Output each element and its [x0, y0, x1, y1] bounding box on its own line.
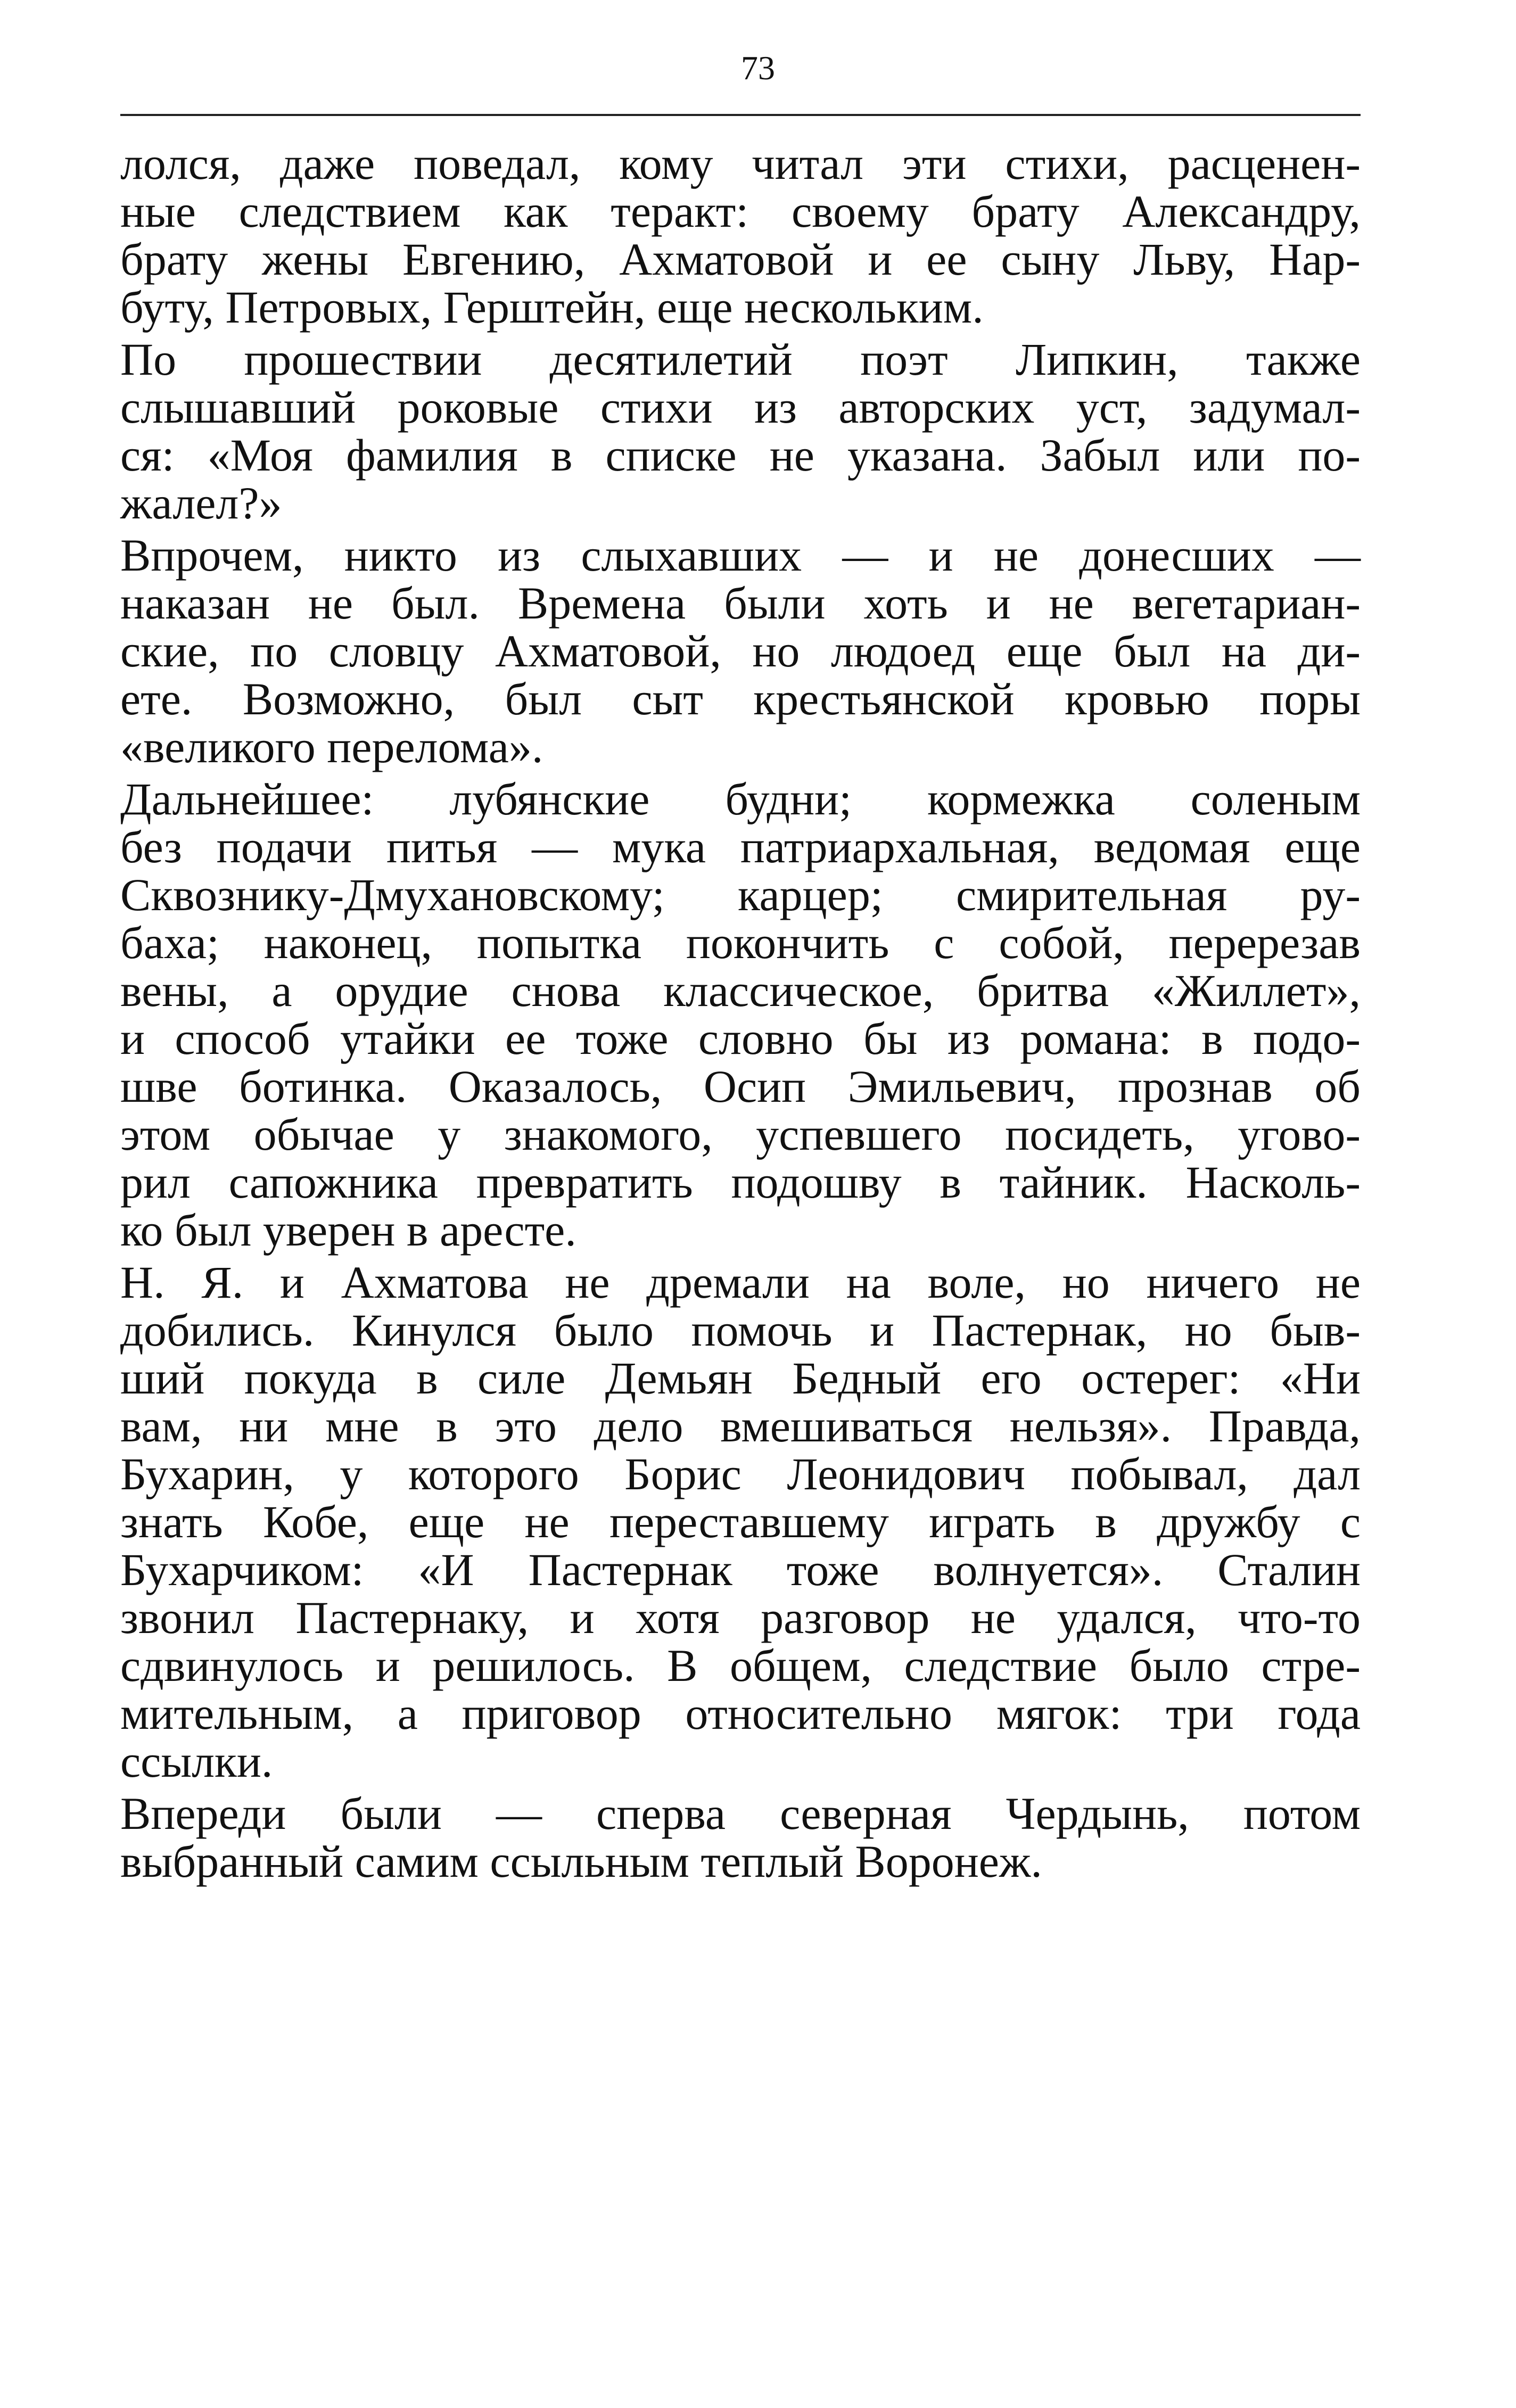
body-text: [120, 139, 1361, 1890]
text-line: По прошествии десятилетий поэт Липкин, также: [120, 334, 1361, 385]
text-line: ные следствием как теракт: своему брату Александру,: [120, 186, 1361, 237]
text-line: наказан не был. Времена были хоть и не вегетариан-: [120, 578, 1361, 629]
text-line: ссылки.: [120, 1736, 273, 1787]
page-number: 73: [741, 49, 775, 87]
paragraph-3: [120, 531, 1361, 771]
text-line: ший покуда в силе Демьян Бедный его остерег: «Ни: [120, 1353, 1361, 1404]
text-line: Впереди были — сперва северная Чердынь, потом: [120, 1788, 1361, 1839]
header-rule: [120, 114, 1361, 116]
text-line: ские, по словцу Ахматовой, но людоед еще был на ди-: [120, 625, 1361, 677]
text-line: вам, ни мне в это дело вмешиваться нельзя». Правда,: [120, 1400, 1361, 1452]
text-line: буту, Петровых, Герштейн, еще нескольким.: [120, 282, 984, 333]
text-line: жалел?»: [120, 477, 282, 529]
text-line: баха; наконец, попытка покончить с собой, перерезав: [120, 917, 1361, 968]
text-line: лолся, даже поведал, кому читал эти стихи, расценен-: [120, 138, 1361, 189]
text-line: звонил Пастернаку, и хотя разговор не удался, что-то: [120, 1592, 1361, 1643]
paragraph-6: [120, 1789, 1361, 1885]
text-line: Н. Я. и Ахматова не дремали на воле, но ничего не: [120, 1257, 1361, 1308]
paragraph-4: [120, 775, 1361, 1254]
text-line: Сквознику-Дмухановскому; карцер; смирительная ру-: [120, 869, 1361, 920]
text-line: ете. Возможно, был сыт крестьянской кровью поры: [120, 673, 1361, 724]
paragraph-1: [120, 139, 1361, 331]
text-line: Бухарин, у которого Борис Леонидович побывал, дал: [120, 1448, 1361, 1499]
paragraph-2: [120, 335, 1361, 527]
text-line: этом обычае у знакомого, успевшего посидеть, угово-: [120, 1109, 1361, 1160]
text-line: сдвинулось и решилось. В общем, следствие было стре-: [120, 1640, 1361, 1691]
text-line: знать Кобе, еще не переставшему играть в дружбу с: [120, 1496, 1361, 1547]
text-line: Впрочем, никто из слыхавших — и не донесших —: [120, 530, 1361, 581]
text-line: рил сапожника превратить подошву в тайник. Насколь-: [120, 1157, 1361, 1208]
text-line: выбранный самим ссыльным теплый Воронеж.: [120, 1836, 1042, 1887]
text-line: ся: «Моя фамилия в списке не указана. Забыл или по-: [120, 430, 1361, 481]
text-line: брату жены Евгению, Ахматовой и ее сыну Льву, Нар-: [120, 234, 1361, 285]
text-line: шве ботинка. Оказалось, Осип Эмильевич, прознав об: [120, 1061, 1361, 1112]
paragraph-5: [120, 1258, 1361, 1785]
text-line: слышавший роковые стихи из авторских уст, задумал-: [120, 382, 1361, 433]
text-line: Бухарчиком: «И Пастернак тоже волнуется». Сталин: [120, 1544, 1361, 1595]
text-line: ко был уверен в аресте.: [120, 1205, 576, 1256]
text-line: Дальнейшее: лубянские будни; кормежка соленым: [120, 773, 1361, 824]
text-line: вены, а орудие снова классическое, бритва «Жиллет»,: [120, 965, 1361, 1016]
text-line: добились. Кинулся было помочь и Пастернак, но быв-: [120, 1305, 1361, 1356]
text-line: без подачи питья — мука патриархальная, ведомая еще: [120, 821, 1361, 872]
text-line: и способ утайки ее тоже словно бы из романа: в подо-: [120, 1013, 1361, 1064]
text-line: «великого перелома».: [120, 721, 543, 772]
text-line: мительным, а приговор относительно мягок: три года: [120, 1688, 1361, 1739]
